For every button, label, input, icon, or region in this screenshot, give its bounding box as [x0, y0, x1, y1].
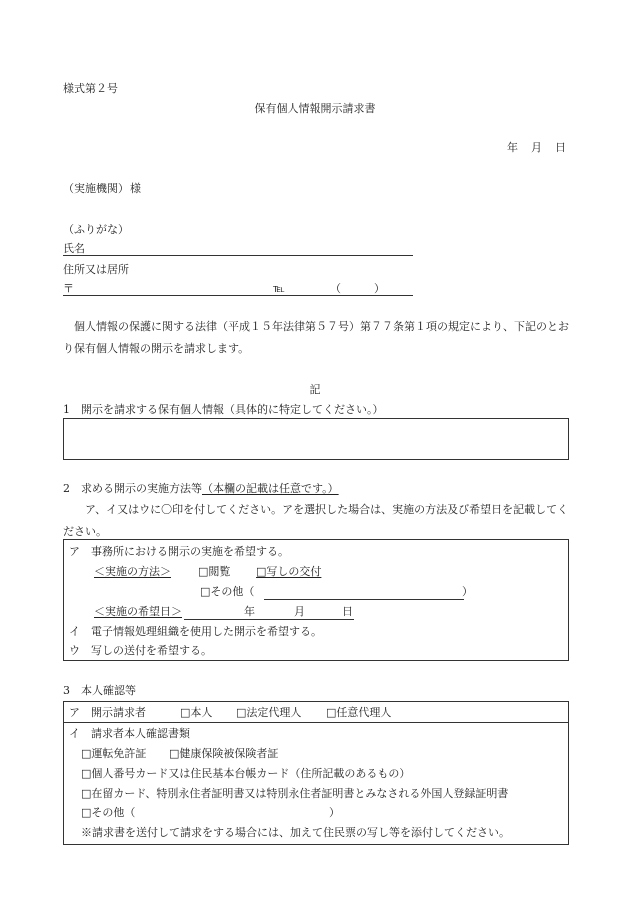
doc-other-checkbox[interactable]: □その他（	[81, 806, 136, 819]
method-view-checkbox[interactable]: □閲覧	[198, 565, 231, 578]
section2-instruction: ア、イ又はウに〇印を付してください。アを選択した場合は、実施の方法及び希望日を記載してください。	[63, 503, 569, 538]
method-label: ＜実施の方法＞	[94, 565, 171, 578]
form-number: 様式第２号	[63, 82, 118, 95]
name-label: 氏名	[63, 242, 85, 255]
address-input-line[interactable]	[63, 295, 413, 296]
method-other-close: ）	[462, 585, 473, 598]
requester-self-checkbox[interactable]: □本人	[180, 706, 213, 719]
section1-title: 1 開示を請求する保有個人情報（具体的に特定してください。）	[63, 403, 384, 416]
doc-residence-checkbox[interactable]: □在留カード、特別永住者証明書又は特別永住者証明書とみなされる外国人登録証明書	[81, 787, 509, 800]
postal-mark: 〒	[63, 282, 74, 295]
address-label: 住所又は居所	[63, 263, 129, 276]
doc-license-checkbox[interactable]: □運転免許証	[81, 747, 147, 760]
date-month: 月	[531, 141, 542, 154]
form-title: 保有個人情報開示請求書	[254, 102, 376, 115]
desired-date-label: ＜実施の希望日＞	[94, 605, 182, 618]
section2-box	[63, 539, 569, 661]
furigana-label: （ふりがな）	[63, 223, 129, 236]
section1-input-box[interactable]	[63, 418, 569, 460]
section2-option-a[interactable]: ア 事務所における開示の実施を希望する。	[69, 545, 289, 558]
requester-legal-checkbox[interactable]: □法定代理人	[236, 706, 302, 719]
doc-insurance-checkbox[interactable]: □健康保険被保険者証	[169, 747, 279, 760]
section3-divider	[64, 722, 568, 723]
method-other-input-line[interactable]	[264, 599, 464, 600]
doc-mynumber-checkbox[interactable]: □個人番号カード又は住民基本台帳カード（住所記載のあるもの）	[81, 767, 411, 780]
doc-other-close: ）	[329, 806, 340, 819]
section2-option-i[interactable]: イ 電子情報処理組織を使用した開示を希望する。	[69, 625, 322, 638]
mailing-note: ※請求書を送付して請求をする場合には、加えて住民票の写し等を添付してください。	[81, 826, 510, 839]
method-copy-checkbox[interactable]: □写しの交付	[256, 565, 322, 578]
tel-parens: （ ）	[330, 282, 385, 295]
section2-title-note: （本欄の記載は任意です。）	[202, 482, 339, 495]
id-documents-label: イ 請求者本人確認書類	[69, 727, 190, 740]
addressee-suffix: 様	[130, 182, 141, 195]
section3-title: 3 本人確認等	[63, 684, 136, 697]
desired-date-month: 月	[294, 605, 305, 618]
intro-text: 個人情報の保護に関する法律（平成１５年法律第５７号）第７７条第１項の規定により、下記のとおり保有個人情報の開示を請求します。	[63, 320, 569, 355]
ki-mark: 記	[309, 383, 321, 396]
method-other-checkbox[interactable]: □その他（	[200, 585, 255, 598]
section2-title-main: 2 求める開示の実施方法等	[63, 482, 202, 495]
tel-mark: ℡	[273, 282, 285, 295]
requester-voluntary-checkbox[interactable]: □任意代理人	[326, 706, 392, 719]
date-day: 日	[555, 141, 566, 154]
section3-box	[63, 701, 569, 845]
desired-date-year: 年	[244, 605, 255, 618]
addressee-org: （実施機関）	[63, 182, 129, 195]
requester-type-label: ア 開示請求者	[69, 706, 146, 719]
desired-date-line[interactable]	[184, 619, 354, 620]
section2-title	[63, 482, 339, 495]
desired-date-day: 日	[342, 605, 353, 618]
name-input-line[interactable]	[63, 255, 413, 256]
date-year: 年	[507, 141, 518, 154]
section2-option-u[interactable]: ウ 写しの送付を希望する。	[69, 644, 212, 657]
